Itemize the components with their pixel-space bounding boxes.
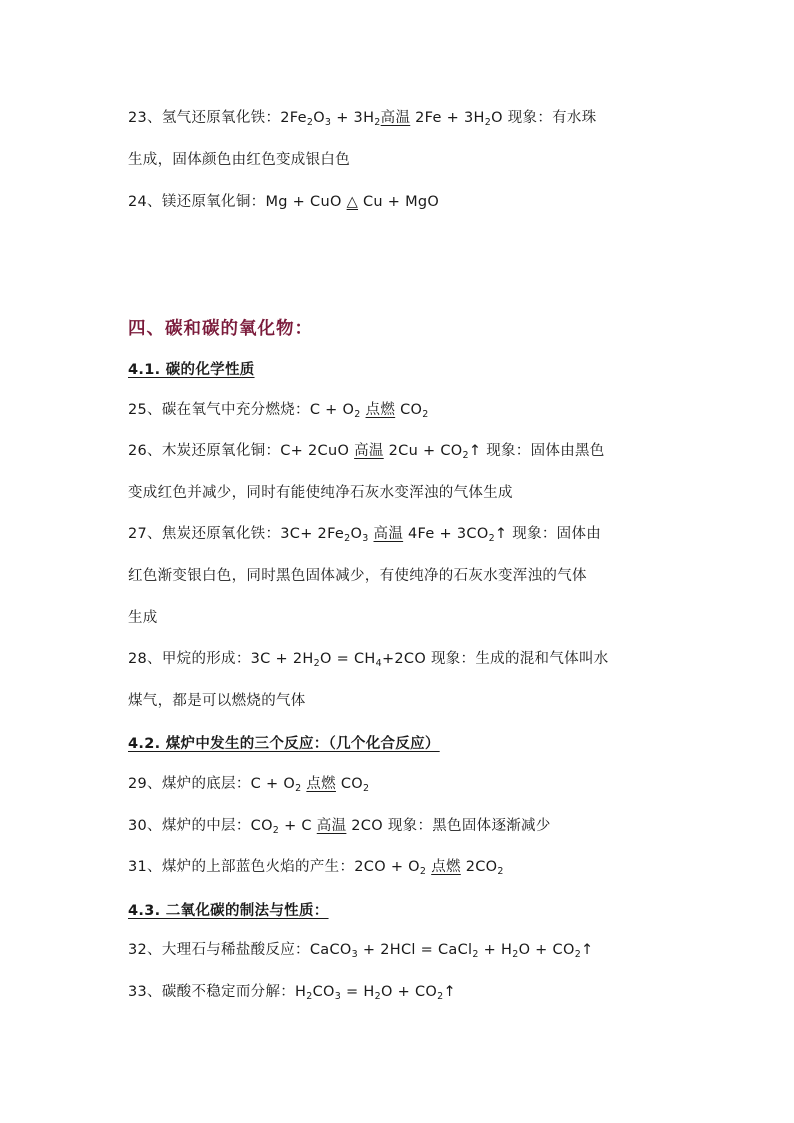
equation-29: 29、煤炉的底层：$C + O_2$ 点燃 $CO_2$ [128, 776, 370, 794]
subheading-4-3: 4.3. 二氧化碳的制法与性质： [128, 903, 329, 919]
equation-28-line2: 煤气，都是可以燃烧的气体 [128, 693, 306, 709]
reaction-condition: 点燃 [306, 776, 336, 792]
equation-27-line1: 27、焦炭还原氧化铁：$3C+ 2Fe_2O_3$ 高温 $4Fe + 3CO_2↑$ 现象：固体由 [128, 526, 602, 544]
equation-27-line2: 红色渐变银白色，同时黑色固体减少，有使纯净的石灰水变浑浊的气体 [128, 568, 587, 584]
equation-24: 24、镁还原氧化铜：Mg + CuO △ Cu + MgO [128, 194, 440, 210]
reaction-condition: 高温 [354, 443, 384, 459]
equation-27-line3: 生成 [128, 610, 158, 626]
equation-23-line2: 生成，固体颜色由红色变成银白色 [128, 152, 350, 168]
reaction-condition: 点燃 [431, 859, 461, 875]
equation-30: 30、煤炉的中层：$CO_2 + C$ 高温 2CO 现象：黑色固体逐渐减少 [128, 818, 551, 836]
reaction-condition: 点燃 [365, 402, 396, 418]
equation-31: 31、煤炉的上部蓝色火焰的产生：$2CO + O_2$ 点燃 $2CO_2$ [128, 859, 504, 877]
reaction-condition: 高温 [373, 526, 404, 542]
equation-33: 33、碳酸不稳定而分解：$H_2CO_3 = H_2O$ + $CO_2↑$ [128, 984, 456, 1002]
equation-26-line1: 26、木炭还原氧化铜：C+ 2CuO 高温 $2Cu + CO_2↑$ 现象：固体由黑色 [128, 443, 605, 461]
subheading-4-1: 4.1. 碳的化学性质 [128, 362, 255, 378]
equation-25: 25、碳在氧气中充分燃烧：$C + O_2$ 点燃 $CO_2$ [128, 402, 429, 420]
subheading-4-2: 4.2. 煤炉中发生的三个反应：（几个化合反应） [128, 736, 440, 752]
equation-26-line2: 变成红色并减少，同时有能使纯净石灰水变浑浊的气体生成 [128, 485, 513, 501]
section-heading-4: 四、碳和碳的氧化物： [128, 319, 313, 339]
equation-28-line1: 28、甲烷的形成：$3C + 2H_2O = CH_4+2CO$ 现象：生成的混和气体叫水 [128, 651, 609, 669]
equation-23-line1: 23、氢气还原氧化铁：$2Fe_2O_3 + 3H_2$高温 $2Fe + 3H_2O$ 现象：有水珠 [128, 110, 597, 128]
reaction-condition: 高温 [316, 818, 347, 834]
reaction-condition: 高温 [380, 110, 411, 126]
reaction-condition: △ [346, 194, 359, 210]
equation-32: 32、大理石与稀盐酸反应：CaCO$_3$ + 2HCl = CaCl$_2$ + $H_2O$ + $CO_2↑$ [128, 942, 594, 960]
